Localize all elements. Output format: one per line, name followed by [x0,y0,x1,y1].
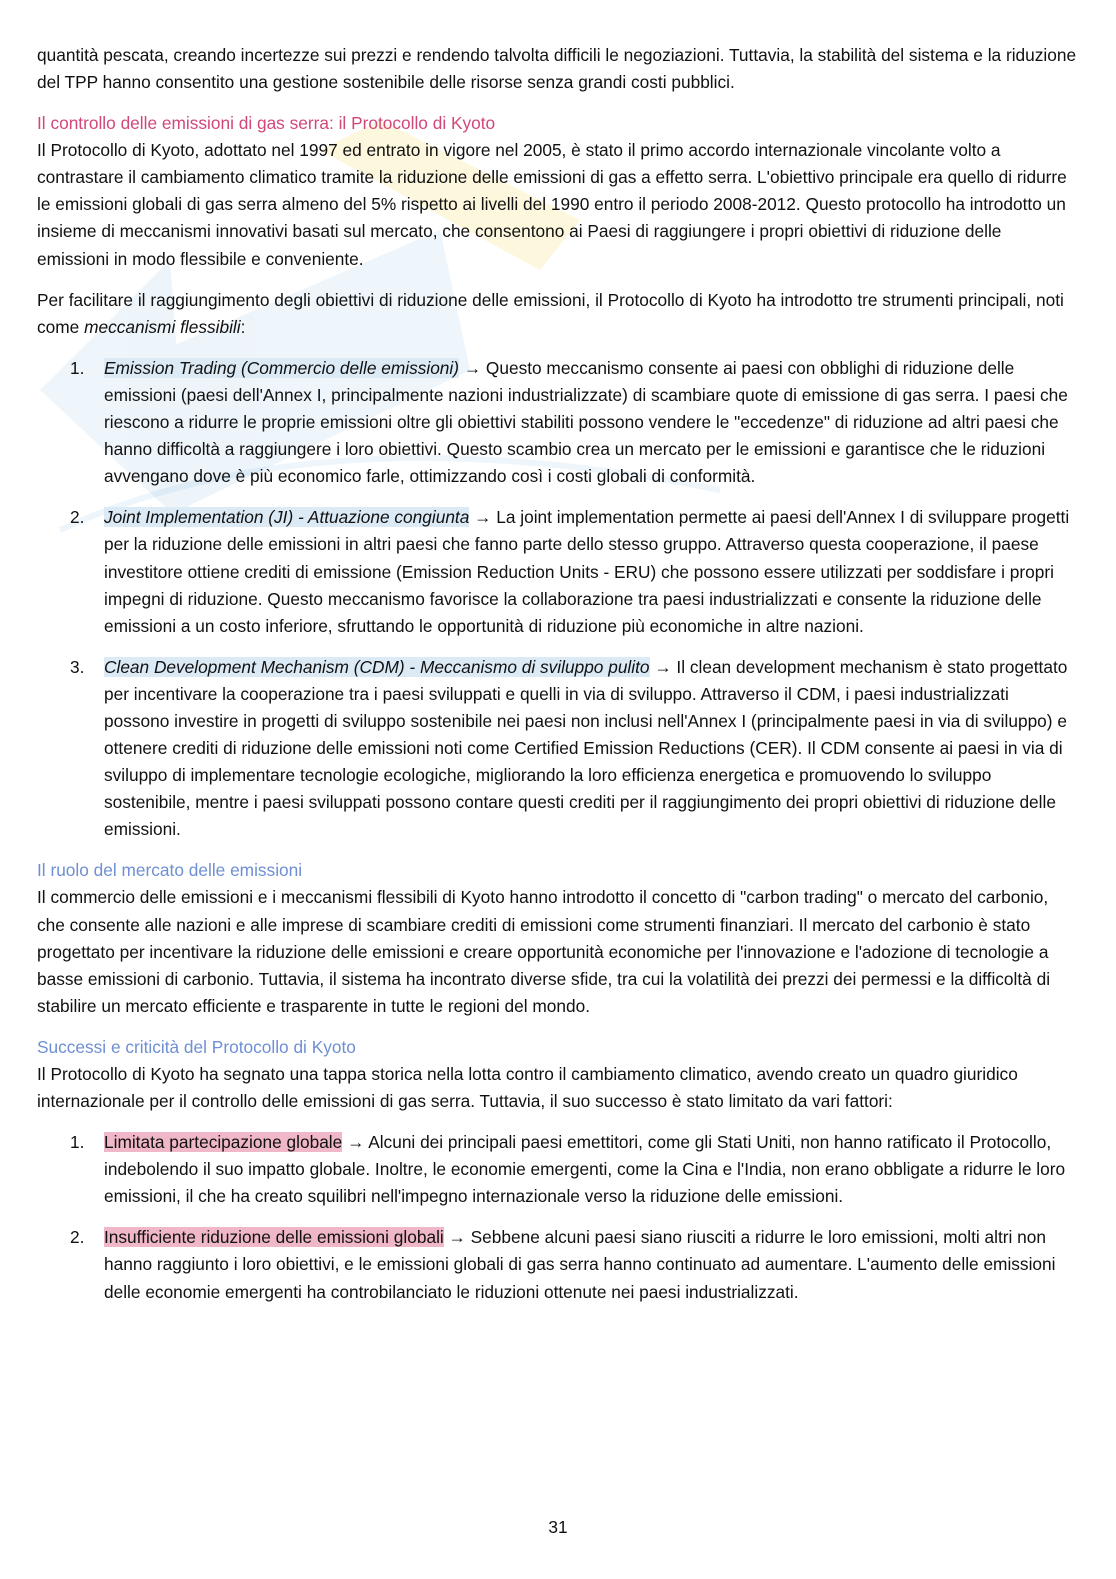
criticism-list [37,1129,1077,1306]
list-item-text: → La joint implementation permette ai paesi dell'Annex I di sviluppare progetti per la riduzione delle emissioni in altri paesi che fanno parte dello stesso gruppo. Attraverso questa cooperazione, il paese investitore ottiene crediti di emissione (Emission Reduction Units - ERU) che possono essere utilizzati per soddisfare i propri impegni di riduzione. Questo meccanismo favorisce la collaborazione tra paesi industrializzati e consente la riduzione delle emissioni a un costo inferiore, sfruttando le opportunità di riduzione più economiche in altre nazioni. [104,507,1070,636]
kyoto-p2-end: : [240,316,246,337]
list-item-text: → Questo meccanismo consente ai paesi con obblighi di riduzione delle emissioni (paesi dell'Annex I, principalmente nazioni industrializzate) di scambiare quote di emissione di gas serra. I paesi che riescono a ridurre le proprie emissioni oltre gli obiettivi stabiliti possono vendere le "eccedenze" di riduzione ad altri paesi che hanno difficoltà a raggiungere i loro obiettivi. Questo scambio crea un mercato per le emissioni e garantisce che le riduzioni avvengano dove è più economico farle, ottimizzando così i costi globali di conformità. [104,357,1068,487]
list-item [37,504,1077,639]
kyoto-paragraph-2 [37,287,1077,341]
kyoto-p2-text: Per facilitare il raggiungimento degli obiettivi di riduzione delle emissioni, il Protocollo di Kyoto ha introdotto tre strumenti principali, noti come [37,289,1064,337]
list-item-term: Limitata partecipazione globale [104,1132,343,1153]
page-number: 31 [548,1517,568,1537]
list-item-term: Insufficiente riduzione delle emissioni globali [104,1227,444,1248]
list-item [37,355,1077,490]
kyoto-paragraph-1: Il Protocollo di Kyoto, adottato nel 1997 ed entrato in vigore nel 2005, è stato il primo accordo internazionale vincolante volto a contrastare il cambiamento climatico tramite la riduzione delle emissioni di gas a effetto serra. L'obiettivo principale era quello di ridurre le emissioni globali di gas serra almeno del 5% rispetto ai livelli del 1990 entro il periodo 2008-2012. Questo protocollo ha introdotto un insieme di meccanismi innovativi basati sul mercato, che consentono ai Paesi di raggiungere i propri obiettivi di riduzione delle emissioni in modo flessibile e conveniente. [37,140,1067,269]
success-paragraph: Il Protocollo di Kyoto ha segnato una tappa storica nella lotta contro il cambiamento climatico, avendo creato un quadro giuridico internazionale per il controllo delle emissioni di gas serra. Tuttavia, il suo successo è stato limitato da vari fattori: [37,1063,1018,1111]
list-item-number: 1. [70,357,85,378]
list-item-text: → Alcuni dei principali paesi emettitori, come gli Stati Uniti, non hanno ratificato il Protocollo, indebolendo il suo impatto globale. Inoltre, le economie emergenti, come la Cina e l'India, non erano obbligate a ridurre le loro emissioni, il che ha creato squilibri nell'impegno internazionale verso la riduzione delle emissioni. [104,1132,1066,1207]
list-item-number: 3. [70,656,85,677]
list-item-number: 2. [70,507,85,528]
section-heading-market: Il ruolo del mercato delle emissioni [37,860,303,881]
intro-paragraph: quantità pescata, creando incertezze sui prezzi e rendendo talvolta difficili le negoziazioni. Tuttavia, la stabilità del sistema e la riduzione del TPP hanno consentito una gestione sostenibile delle risorse senza grandi costi pubblici. [37,45,1077,93]
list-item [37,1129,1077,1210]
list-item-text: → Sebbene alcuni paesi siano riusciti a ridurre le loro emissioni, molti altri non hanno raggiunto i loro obiettivi, e le emissioni globali di gas serra hanno continuato ad aumentare. L'aumento delle emissioni delle economie emergenti ha controbilanciato le riduzioni ottenute nei paesi industrializzati. [104,1227,1056,1302]
list-item-term: Emission Trading (Commercio delle emissioni) [104,357,460,378]
page-content [37,42,1077,1320]
section-heading-kyoto: Il controllo delle emissioni di gas serra: il Protocollo di Kyoto [37,113,496,134]
list-item-number: 2. [70,1227,85,1248]
market-paragraph: Il commercio delle emissioni e i meccanismi flessibili di Kyoto hanno introdotto il concetto di "carbon trading" o mercato del carbonio, che consente alle nazioni e alle imprese di scambiare crediti di emissioni come strumenti finanziari. Il mercato del carbonio è stato progettato per incentivare la riduzione delle emissioni e creare opportunità economiche per l'innovazione e l'adozione di tecnologie a basse emissioni di carbonio. Tuttavia, il sistema ha incontrato diverse sfide, tra cui la volatilità dei prezzi dei permessi e la difficoltà di stabilire un mercato efficiente e trasparente in tutte le regioni del mondo. [37,887,1051,1016]
section-heading-success: Successi e criticità del Protocollo di Kyoto [37,1036,356,1057]
list-item-number: 1. [70,1132,85,1153]
list-item [37,654,1077,844]
list-item [37,1224,1077,1305]
flexible-mechanisms-list [37,355,1077,844]
list-item-term: Joint Implementation (JI) - Attuazione congiunta [104,507,470,528]
kyoto-p2-italic: meccanismi flessibili [84,316,241,337]
list-item-text: → Il clean development mechanism è stato progettato per incentivare la cooperazione tra i paesi sviluppati e quelli in via di sviluppo. Attraverso il CDM, i paesi industrializzati possono investire in progetti di sviluppo sostenibile nei paesi non inclusi nell'Annex I (principalmente paesi in via di sviluppo) e ottenere crediti di riduzione delle emissioni noti come Certified Emission Reductions (CER). Il CDM consente ai paesi in via di sviluppo di implementare tecnologie ecologiche, migliorando la loro efficienza energetica e promuovendo lo sviluppo sostenibile, mentre i paesi sviluppati possono contare questi crediti per il raggiungimento dei propri obiettivi di riduzione delle emissioni. [104,656,1068,840]
list-item-term: Clean Development Mechanism (CDM) - Meccanismo di sviluppo pulito [104,656,650,677]
